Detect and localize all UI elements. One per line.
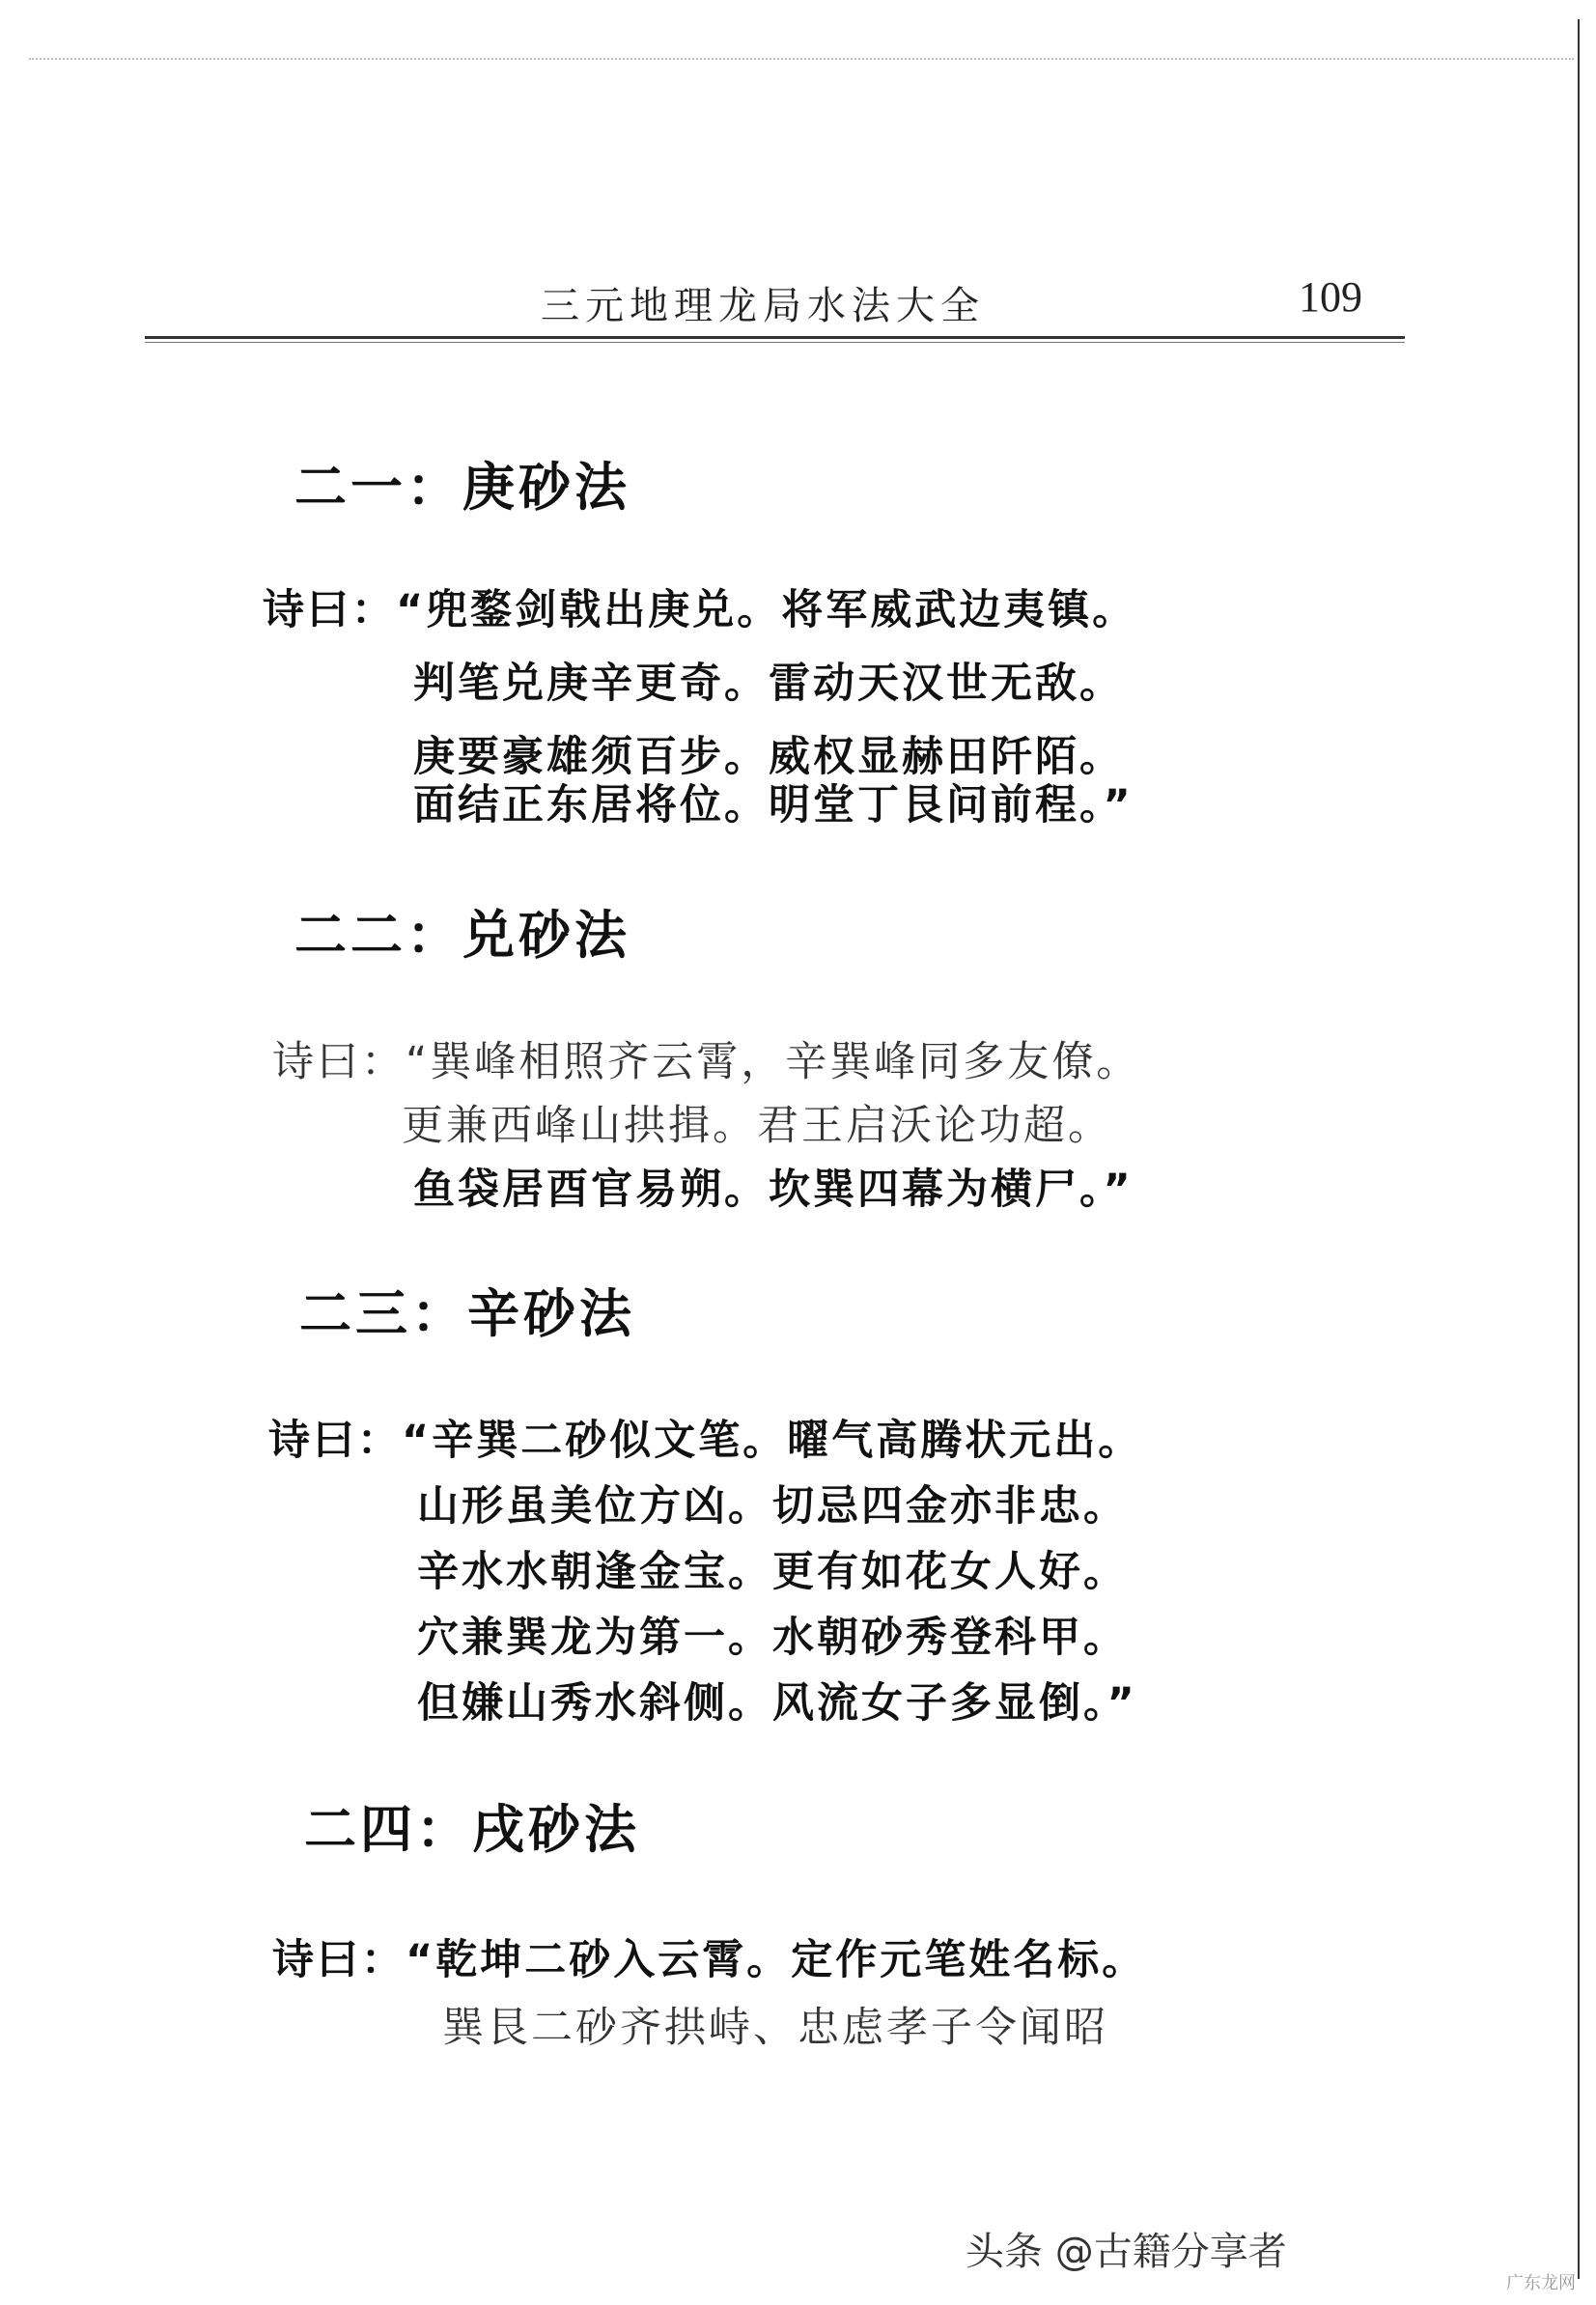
header-rule — [145, 336, 1405, 339]
section-heading: 二一：庚砂法 — [294, 457, 630, 518]
scan-edge — [29, 58, 1574, 60]
poem-line: 面结正东居将位。明堂丁艮问前程。” — [413, 781, 1134, 829]
section-heading: 二二：兑砂法 — [294, 905, 630, 966]
watermark: 头条 @古籍分享者 — [966, 2230, 1287, 2274]
poem-line: 鱼袋居酉官易朔。坎巽四幕为横尸。” — [413, 1166, 1134, 1214]
poem-line: 巽艮二砂齐拱峙、忠虑孝子令闻昭 — [442, 2004, 1108, 2052]
poem-line: 诗曰：“巽峰相照齐云霄，辛巽峰同多友僚。 — [272, 1038, 1141, 1086]
page-border — [1578, 19, 1580, 2279]
poem-line: 诗曰：“兜鍪剑戟出庚兑。将军威武边夷镇。 — [263, 586, 1137, 634]
poem-line: 诗曰：“辛巽二砂似文笔。曜气高腾状元出。 — [268, 1417, 1143, 1465]
poem-line: 诗曰：“乾坤二砂入云霄。定作元笔姓名标。 — [272, 1936, 1147, 1984]
poem-line: 庚要豪雄须百步。威权显赫田阡陌。 — [413, 733, 1124, 781]
header-rule-thin — [145, 342, 1405, 343]
poem-line: 但嫌山秀水斜侧。风流女子多显倒。” — [417, 1679, 1137, 1728]
watermark-sub: 广东龙网 — [1506, 2273, 1576, 2293]
poem-line: 更兼西峰山拱揖。君王启沃论功超。 — [402, 1102, 1112, 1150]
poem-line: 山形虽美位方凶。切忌四金亦非忠。 — [417, 1482, 1128, 1531]
section-heading: 二三：辛砂法 — [299, 1283, 635, 1344]
running-header-title: 三元地理龙局水法大全 — [541, 284, 985, 328]
section-heading: 二四：戌砂法 — [304, 1799, 640, 1860]
poem-line: 判笔兑庚辛更奇。雷动天汉世无敌。 — [413, 660, 1124, 708]
poem-line: 辛水水朝逢金宝。更有如花女人好。 — [417, 1548, 1128, 1596]
poem-line: 穴兼巽龙为第一。水朝砂秀登科甲。 — [417, 1614, 1128, 1662]
page-number: 109 — [1299, 273, 1362, 321]
